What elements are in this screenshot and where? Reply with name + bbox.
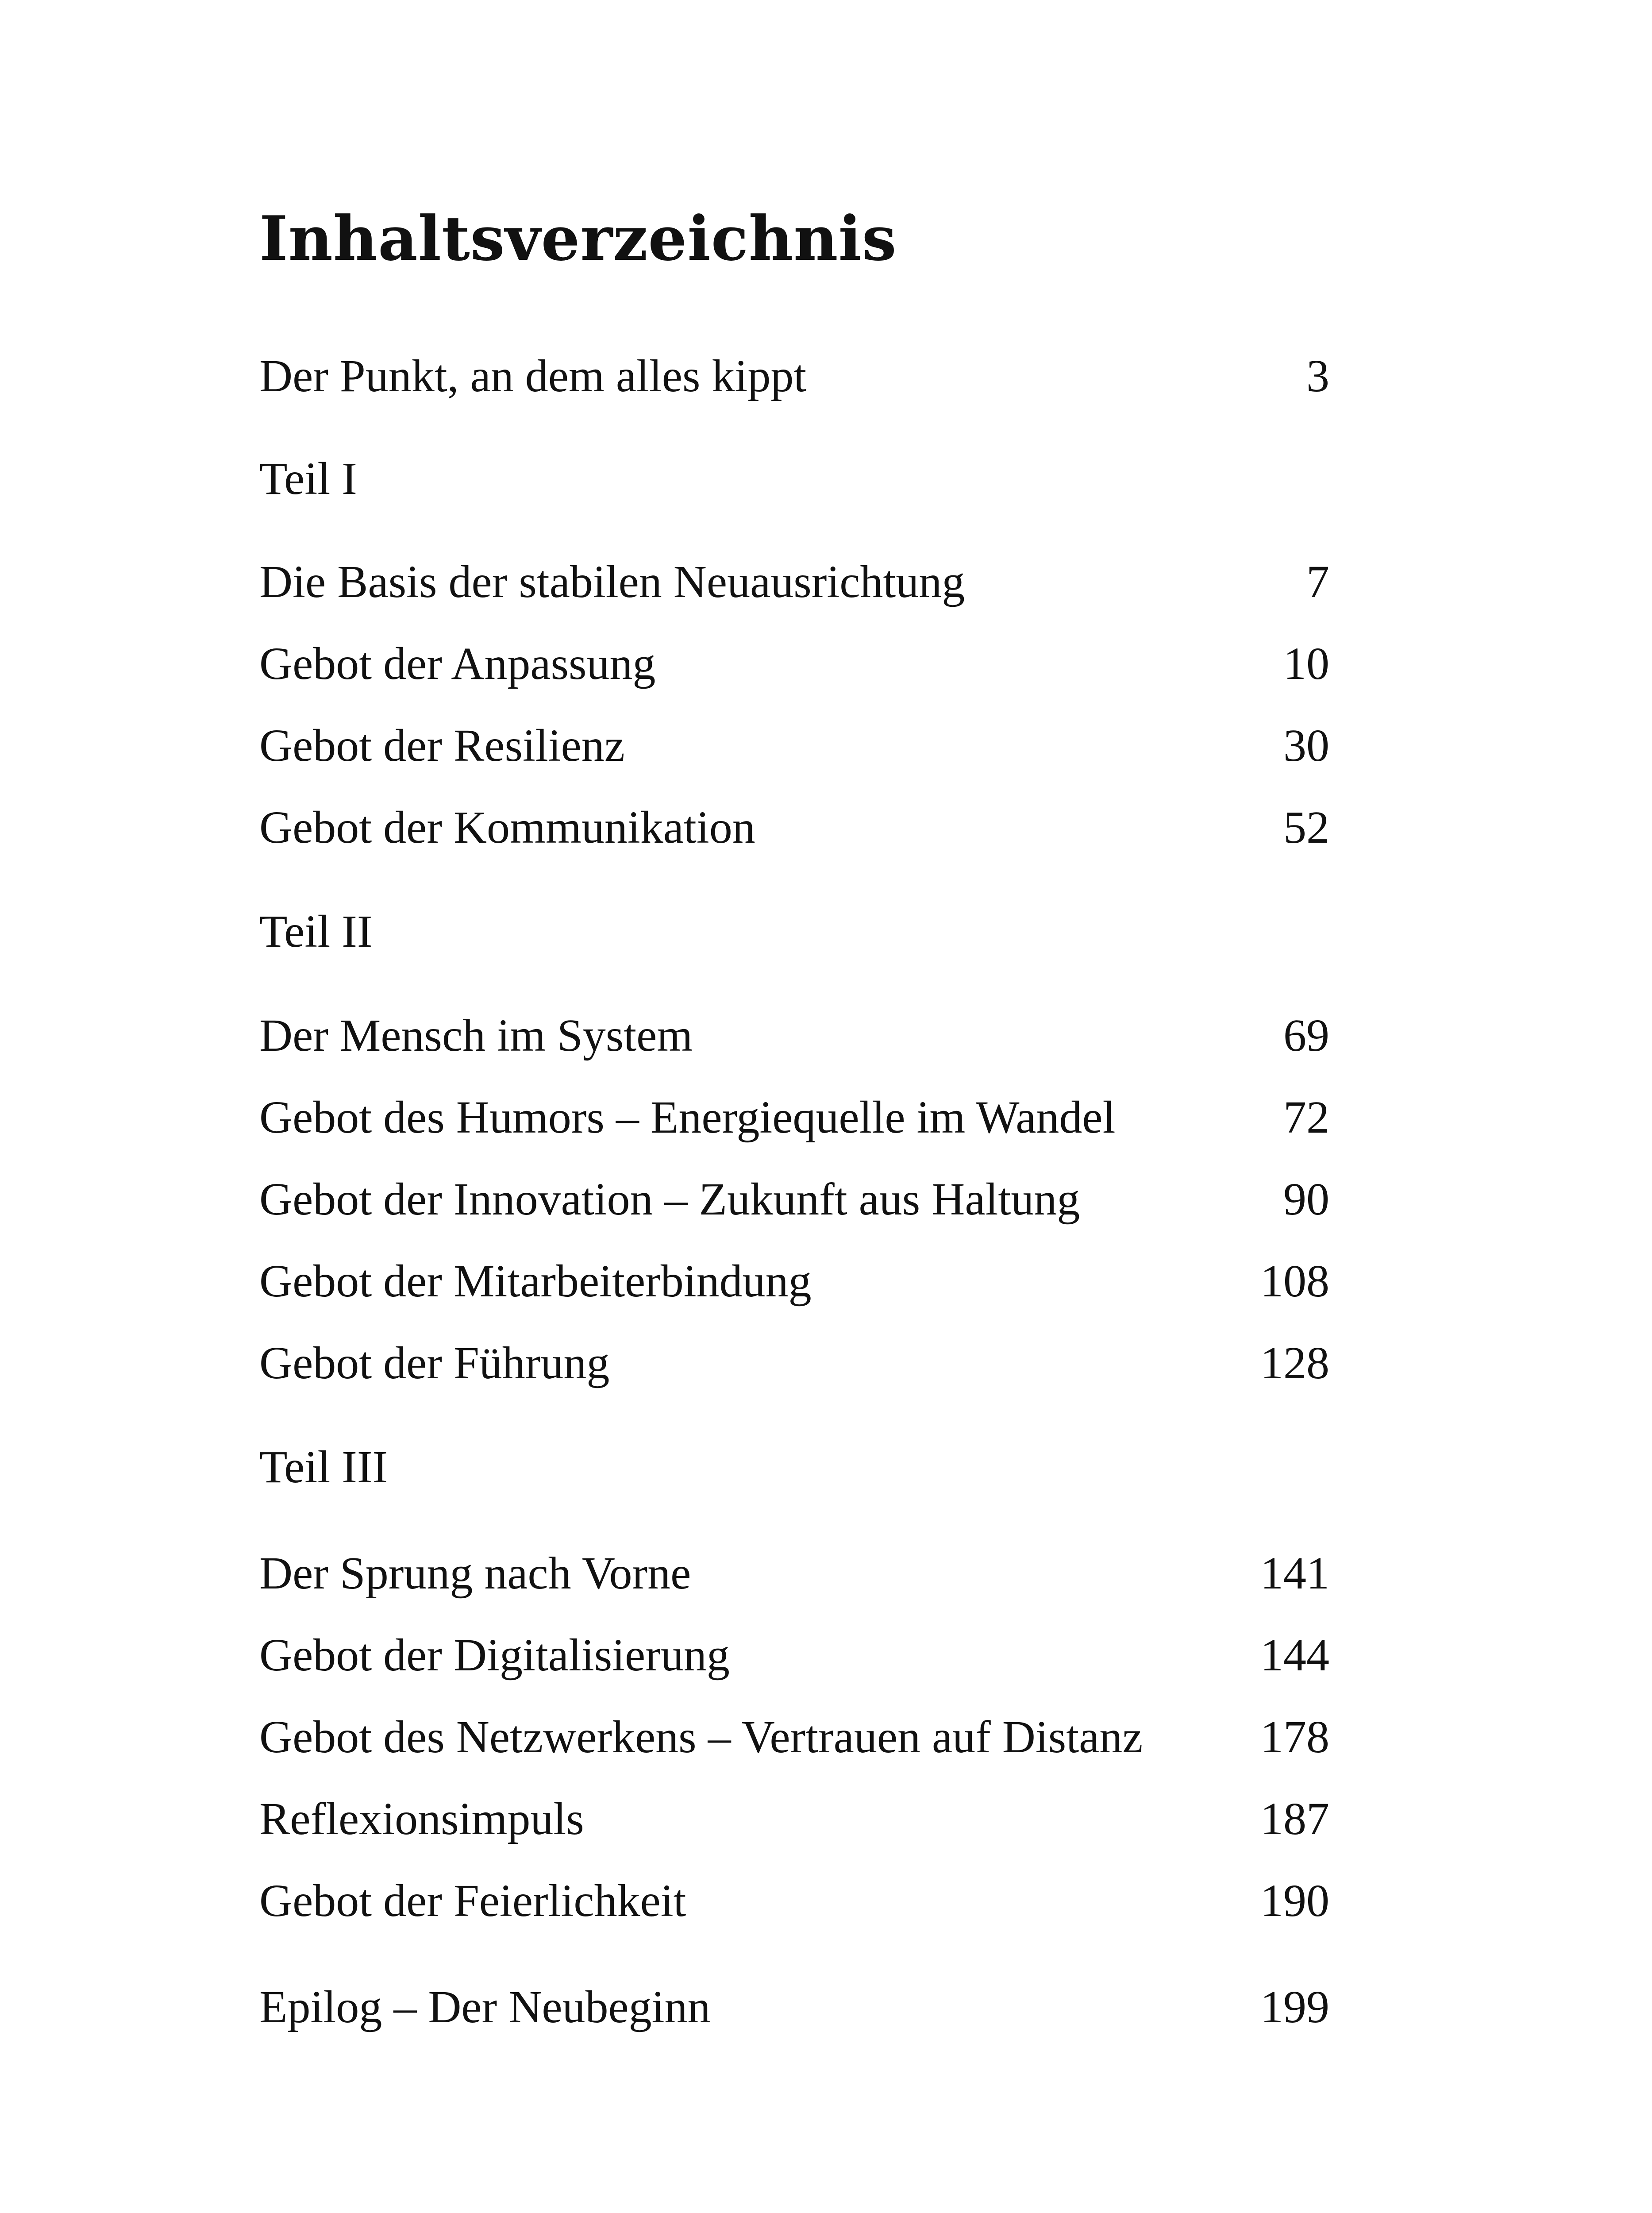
page-title: Inhaltsverzeichnis bbox=[259, 202, 897, 274]
toc-entry-prologue[interactable] bbox=[259, 347, 1329, 405]
toc-entry-label: Gebot der Feierlichkeit bbox=[259, 1875, 686, 1926]
toc-entry[interactable] bbox=[259, 1872, 1329, 1930]
toc-entry-label: Gebot der Kommunikation bbox=[259, 802, 755, 853]
toc-entry-label: Gebot des Humors – Energiequelle im Wandel bbox=[259, 1092, 1116, 1143]
toc-entry-page: 141 bbox=[1260, 1548, 1329, 1599]
toc-entry-page: 108 bbox=[1260, 1256, 1329, 1307]
toc-entry-epilogue[interactable] bbox=[259, 1978, 1329, 2036]
toc-part-1: Teil I bbox=[259, 453, 357, 504]
toc-entry-page: 10 bbox=[1283, 638, 1329, 689]
toc-entry[interactable] bbox=[259, 1253, 1329, 1310]
toc-entry[interactable] bbox=[259, 1171, 1329, 1228]
toc-entry-page: 72 bbox=[1283, 1092, 1329, 1143]
toc-entry-label: Gebot der Resilienz bbox=[259, 720, 625, 771]
toc-entry[interactable] bbox=[259, 1334, 1329, 1392]
toc-entry-page: 190 bbox=[1260, 1875, 1329, 1926]
toc-entry-page: 52 bbox=[1283, 802, 1329, 853]
toc-entry-label: Gebot der Innovation – Zukunft aus Haltung bbox=[259, 1174, 1080, 1225]
toc-entry-label: Gebot der Anpassung bbox=[259, 638, 656, 689]
toc-entry-label: Gebot des Netzwerkens – Vertrauen auf Distanz bbox=[259, 1712, 1143, 1762]
toc-entry-label: Epilog – Der Neubeginn bbox=[259, 1982, 711, 2032]
toc-entry-page: 90 bbox=[1283, 1174, 1329, 1225]
toc-entry-page: 178 bbox=[1260, 1712, 1329, 1762]
toc-entry[interactable] bbox=[259, 799, 1329, 856]
toc-entry[interactable] bbox=[259, 1545, 1329, 1602]
toc-entry-label: Reflexionsimpuls bbox=[259, 1793, 584, 1844]
toc-entry[interactable] bbox=[259, 1089, 1329, 1146]
toc-entry-label: Die Basis der stabilen Neuausrichtung bbox=[259, 556, 965, 607]
toc-entry-label: Der Sprung nach Vorne bbox=[259, 1548, 691, 1599]
toc-entry[interactable] bbox=[259, 635, 1329, 693]
toc-entry-page: 30 bbox=[1283, 720, 1329, 771]
toc-entry-page: 128 bbox=[1260, 1338, 1329, 1388]
toc-entry-page: 187 bbox=[1260, 1793, 1329, 1844]
toc-entry[interactable] bbox=[259, 553, 1329, 611]
toc-entry-label: Der Punkt, an dem alles kippt bbox=[259, 351, 807, 401]
toc-entry-label: Gebot der Führung bbox=[259, 1338, 610, 1388]
toc-entry[interactable] bbox=[259, 1708, 1329, 1766]
toc-entry-page: 69 bbox=[1283, 1010, 1329, 1061]
toc-entry-page: 144 bbox=[1260, 1630, 1329, 1681]
toc-entry[interactable] bbox=[259, 717, 1329, 775]
toc-part-3: Teil III bbox=[259, 1442, 388, 1492]
toc-entry-page: 7 bbox=[1306, 556, 1329, 607]
toc-part-2: Teil II bbox=[259, 906, 373, 957]
toc-entry-label: Gebot der Mitarbeiterbindung bbox=[259, 1256, 812, 1307]
toc-entry[interactable] bbox=[259, 1007, 1329, 1064]
toc-entry-label: Der Mensch im System bbox=[259, 1010, 693, 1061]
toc-entry[interactable] bbox=[259, 1627, 1329, 1684]
toc-entry-page: 3 bbox=[1306, 351, 1329, 401]
toc-entry-label: Gebot der Digitalisierung bbox=[259, 1630, 730, 1681]
toc-entry-page: 199 bbox=[1260, 1982, 1329, 2032]
toc-entry[interactable] bbox=[259, 1790, 1329, 1848]
